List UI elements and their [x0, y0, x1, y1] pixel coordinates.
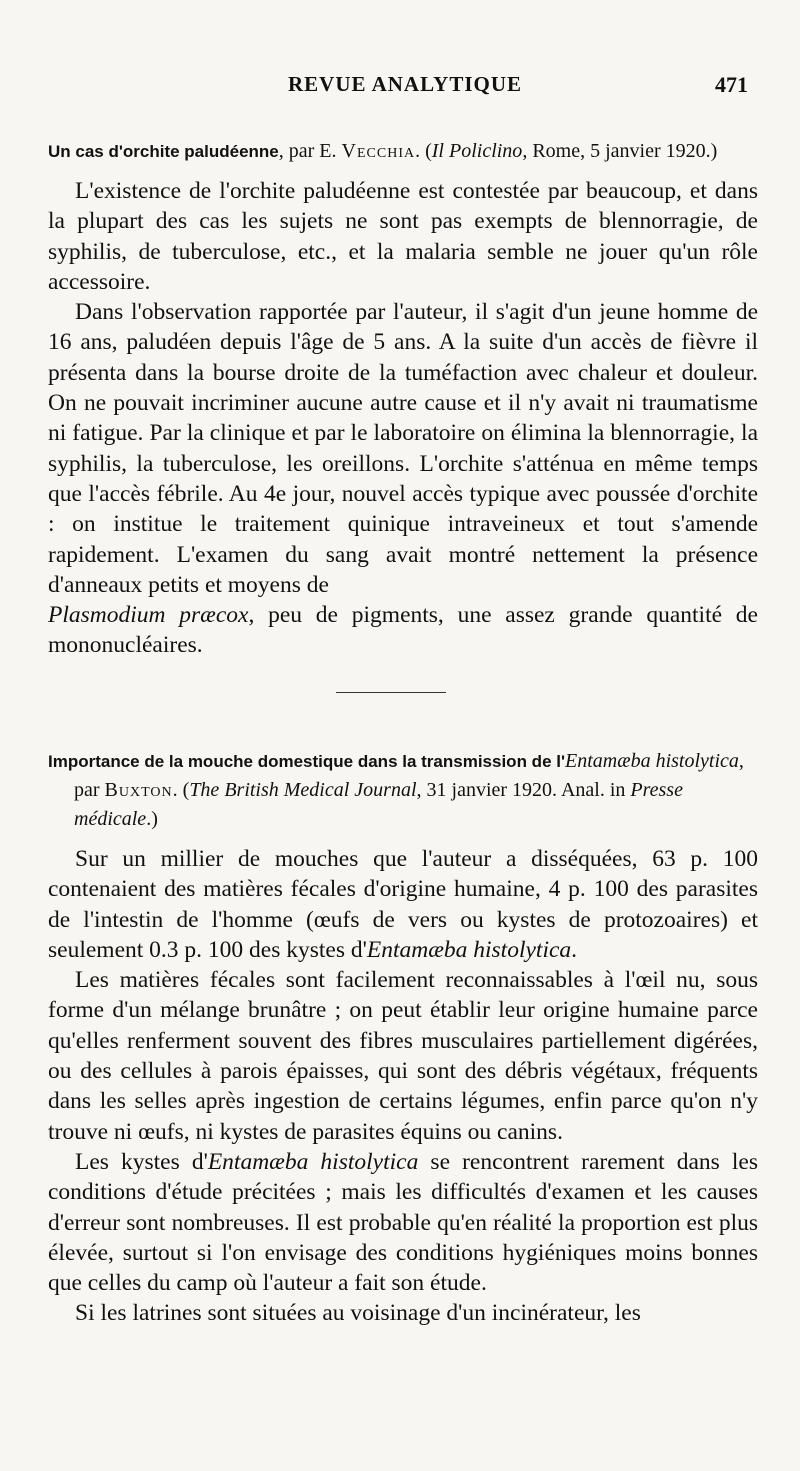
- paragraph-text: .: [571, 936, 578, 963]
- page-number: 471: [715, 72, 748, 97]
- article-paragraph: Les matières fécales sont facilement reconnaissables à l'œil nu, sous forme d'un mélange brunâtre ; on peut établir leur origine humaine parce qu'elles renferment souvent des fibres musculaires partiellement digérées, ou des cellules à parois épaisses, qui sont des débris végétaux, fréquents dans les selles après ingestion de certains légumes, enfin parce qu'on n'y trouve ni œufs, ni kystes de parasites équins ou canins.: [48, 967, 758, 1145]
- article-cite-open: . (: [415, 140, 432, 162]
- article-title: [48, 747, 758, 834]
- article-journal: Il Policlino: [431, 140, 523, 162]
- article-author: Buxton: [104, 779, 173, 801]
- article-author: Vecchia: [341, 140, 416, 162]
- article-title-by: , par E.: [278, 140, 342, 162]
- article-paragraph: [48, 844, 758, 965]
- paragraph-text: Sur un millier de mouches que l'auteur a disséquées, 63 p. 100 contenaient des matières fécales d'origine humaine, 4 p. 100 des parasites de l'intestin de l'homme (œufs de vers ou kystes de protozoaires) et seulement 0.3 p. 100 des kystes d': [48, 846, 758, 963]
- article-cite-close: .): [146, 808, 158, 830]
- article-cite-mid: , 31 janvier 1920. Anal. in: [416, 779, 631, 801]
- running-title: REVUE ANALYTIQUE: [288, 72, 523, 96]
- page-header: [0, 72, 800, 102]
- article-title-by: , par: [74, 750, 744, 801]
- article-paragraph-end: [48, 600, 758, 661]
- article-title-italic: Entamæba histolytica: [565, 750, 739, 772]
- article-journal: The British Medical Journal: [189, 779, 417, 801]
- article-paragraph: L'existence de l'orchite paludéenne est contestée par beaucoup, et dans la plupart des cas les sujets ne sont pas exempts de blennorragie, de syphilis, de tuberculose, etc., et la malaria semble ne jouer qu'un rôle accessoire.: [48, 178, 758, 295]
- italic-term: Entamæba histolytica: [366, 936, 572, 963]
- italic-term: Plasmodium præcox: [48, 602, 249, 629]
- article-paragraph: Dans l'observation rapportée par l'auteur, il s'agit d'un jeune homme de 16 ans, paludéen depuis l'âge de 5 ans. A la suite d'un accès de fièvre il présenta dans la bourse droite de la tuméfaction avec chaleur et douleur. On ne pouvait incriminer aucune autre cause et il n'y avait ni traumatisme ni fatigue. Par la clinique et par le laboratoire on élimina la blennorragie, la syphilis, la tuberculose, les oreillons. L'orchite s'atténua en même temps que l'accès fébrile. Au 4e jour, nouvel accès typique avec poussée d'orchite : on institue le traitement quinique intraveineux et tout s'amende rapidement. L'examen du sang avait montré nettement la présence d'anneaux petits et moyens de: [48, 299, 758, 598]
- article-paragraph: Si les latrines sont situées au voisinage d'un incinérateur, les: [75, 1300, 641, 1327]
- article-title-lead: Importance de la mouche domestique dans la transmission de l': [48, 752, 566, 771]
- article-cite-open: . (: [172, 779, 190, 801]
- paragraph-tail: , peu de pigments, une assez grande quantité de mononucléaires.: [48, 602, 758, 659]
- article-orchite: [48, 137, 758, 661]
- article-title: [48, 137, 758, 166]
- article-journal-2: Presse médicale: [74, 779, 683, 830]
- paragraph-text: Les kystes d': [75, 1148, 208, 1175]
- article-mouche: [48, 747, 758, 1329]
- italic-term: Entamæba histolytica: [207, 1148, 419, 1175]
- article-cite-rest: , Rome, 5 janvier 1920.): [522, 140, 718, 162]
- section-divider: [336, 692, 446, 693]
- article-title-lead: Un cas d'orchite paludéenne: [48, 142, 279, 161]
- paragraph-text: se rencontrent rarement dans les conditions d'étude précitées ; mais les difficultés d'examen et les causes d'erreur sont nombreuses. Il est probable qu'en réalité la proportion est plus élevée, surtout si l'on envisage des conditions hygiéniques moins bonnes que celles du camp où l'auteur a fait son étude.: [48, 1148, 758, 1297]
- article-paragraph: [48, 1147, 758, 1298]
